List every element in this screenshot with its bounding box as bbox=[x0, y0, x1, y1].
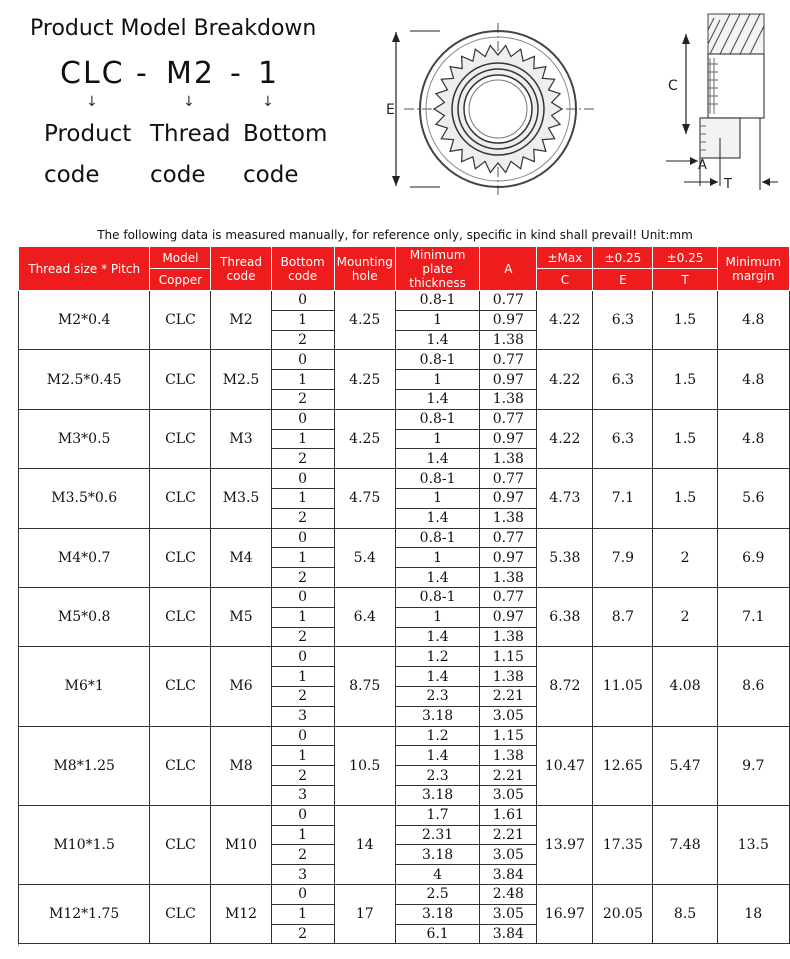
dimension-a-label: A bbox=[698, 158, 707, 173]
table-row bbox=[19, 647, 790, 667]
min-margin-cell: 8.6 bbox=[717, 647, 789, 726]
a-cell: 2.21 bbox=[480, 766, 537, 786]
spec-table-body bbox=[19, 291, 790, 944]
a-cell: 1.61 bbox=[480, 805, 537, 825]
model-separator: - bbox=[230, 56, 243, 91]
a-cell: 1.15 bbox=[480, 647, 537, 667]
model-part-thread: M2 bbox=[166, 56, 215, 91]
min-margin-cell: 4.8 bbox=[717, 409, 789, 468]
thread-size-cell: M3*0.5 bbox=[19, 409, 150, 468]
min-plate-cell: 1 bbox=[395, 607, 480, 627]
bottom-code-cell: 0 bbox=[271, 647, 334, 667]
min-plate-cell: 2.5 bbox=[395, 884, 480, 904]
thread-size-cell: M2*0.4 bbox=[19, 291, 150, 350]
header-copper: Copper bbox=[150, 269, 211, 291]
min-plate-cell: 1 bbox=[395, 488, 480, 508]
e-cell: 8.7 bbox=[593, 587, 653, 646]
min-plate-cell: 1.2 bbox=[395, 647, 480, 667]
min-plate-cell: 1.4 bbox=[395, 389, 480, 409]
bottom-code-cell: 0 bbox=[271, 726, 334, 746]
thread-size-cell: M12*1.75 bbox=[19, 884, 150, 943]
c-cell: 4.22 bbox=[537, 350, 593, 409]
min-margin-cell: 6.9 bbox=[717, 528, 789, 587]
nut-top-view-drawing bbox=[380, 18, 620, 198]
c-cell: 16.97 bbox=[537, 884, 593, 943]
bottom-code-cell: 2 bbox=[271, 766, 334, 786]
header-t-tolerance: ±0.25 bbox=[653, 247, 717, 269]
bottom-code-cell: 0 bbox=[271, 291, 334, 311]
bottom-code-cell: 1 bbox=[271, 825, 334, 845]
spec-table bbox=[18, 246, 790, 944]
a-cell: 2.21 bbox=[480, 825, 537, 845]
min-plate-cell: 1 bbox=[395, 370, 480, 390]
a-cell: 0.97 bbox=[480, 310, 537, 330]
table-row bbox=[19, 726, 790, 746]
e-cell: 17.35 bbox=[593, 805, 653, 884]
thread-code-cell: M5 bbox=[211, 587, 271, 646]
breakdown-title: Product Model Breakdown bbox=[30, 16, 317, 41]
model-cell: CLC bbox=[150, 469, 211, 528]
measurement-note: The following data is measured manually, for reference only, specific in kind shall prevail! Unit:mm bbox=[97, 228, 693, 242]
mounting-hole-cell: 10.5 bbox=[334, 726, 395, 805]
a-cell: 0.77 bbox=[480, 469, 537, 489]
bottom-code-cell: 2 bbox=[271, 449, 334, 469]
bottom-code-cell: 2 bbox=[271, 627, 334, 647]
table-row bbox=[19, 587, 790, 607]
model-part-product: CLC bbox=[60, 56, 125, 91]
model-cell: CLC bbox=[150, 291, 211, 350]
t-cell: 1.5 bbox=[653, 409, 717, 468]
e-cell: 7.9 bbox=[593, 528, 653, 587]
t-cell: 2 bbox=[653, 587, 717, 646]
bottom-code-cell: 0 bbox=[271, 587, 334, 607]
a-cell: 0.97 bbox=[480, 429, 537, 449]
dimension-t-label: T bbox=[724, 177, 732, 192]
model-breakdown-section bbox=[0, 0, 790, 226]
a-cell: 1.15 bbox=[480, 726, 537, 746]
left-margin-bar bbox=[0, 246, 19, 946]
mounting-hole-cell: 6.4 bbox=[334, 587, 395, 646]
min-plate-cell: 3.18 bbox=[395, 706, 480, 726]
bottom-code-cell: 1 bbox=[271, 429, 334, 449]
header-e: E bbox=[593, 269, 653, 291]
c-cell: 8.72 bbox=[537, 647, 593, 726]
min-plate-cell: 1.4 bbox=[395, 449, 480, 469]
thread-size-cell: M8*1.25 bbox=[19, 726, 150, 805]
min-margin-cell: 13.5 bbox=[717, 805, 789, 884]
thread-code-cell: M10 bbox=[211, 805, 271, 884]
model-cell: CLC bbox=[150, 409, 211, 468]
bottom-code-cell: 2 bbox=[271, 924, 334, 944]
a-cell: 0.77 bbox=[480, 350, 537, 370]
thread-code-cell: M8 bbox=[211, 726, 271, 805]
mounting-hole-cell: 4.25 bbox=[334, 409, 395, 468]
thread-code-label: Thread code bbox=[150, 121, 231, 188]
min-plate-cell: 0.8-1 bbox=[395, 469, 480, 489]
min-plate-cell: 2.31 bbox=[395, 825, 480, 845]
min-plate-cell: 1.2 bbox=[395, 726, 480, 746]
min-margin-cell: 5.6 bbox=[717, 469, 789, 528]
thread-code-cell: M3.5 bbox=[211, 469, 271, 528]
bottom-code-cell: 0 bbox=[271, 528, 334, 548]
thread-size-cell: M2.5*0.45 bbox=[19, 350, 150, 409]
min-plate-cell: 6.1 bbox=[395, 924, 480, 944]
min-plate-cell: 1.7 bbox=[395, 805, 480, 825]
e-cell: 6.3 bbox=[593, 291, 653, 350]
min-margin-cell: 4.8 bbox=[717, 350, 789, 409]
a-cell: 1.38 bbox=[480, 330, 537, 350]
t-cell: 7.48 bbox=[653, 805, 717, 884]
mounting-hole-cell: 4.75 bbox=[334, 469, 395, 528]
table-row bbox=[19, 884, 790, 904]
bottom-code-cell: 1 bbox=[271, 310, 334, 330]
model-cell: CLC bbox=[150, 805, 211, 884]
model-cell: CLC bbox=[150, 647, 211, 726]
min-plate-cell: 3.18 bbox=[395, 845, 480, 865]
bottom-code-cell: 1 bbox=[271, 488, 334, 508]
product-code-label: Product code bbox=[44, 121, 132, 188]
bottom-code-cell: 2 bbox=[271, 845, 334, 865]
a-cell: 3.84 bbox=[480, 924, 537, 944]
min-plate-cell: 3.18 bbox=[395, 904, 480, 924]
bottom-code-cell: 2 bbox=[271, 686, 334, 706]
nut-side-view-drawing bbox=[640, 8, 780, 193]
bottom-code-cell: 2 bbox=[271, 568, 334, 588]
header-e-tolerance: ±0.25 bbox=[593, 247, 653, 269]
thread-size-cell: M10*1.5 bbox=[19, 805, 150, 884]
bottom-code-cell: 3 bbox=[271, 865, 334, 885]
min-plate-cell: 1.4 bbox=[395, 330, 480, 350]
bottom-code-cell: 1 bbox=[271, 667, 334, 687]
min-plate-cell: 1.4 bbox=[395, 627, 480, 647]
bottom-code-cell: 2 bbox=[271, 330, 334, 350]
header-model: Model bbox=[150, 247, 211, 269]
e-cell: 6.3 bbox=[593, 409, 653, 468]
header-min-margin: Minimum margin bbox=[717, 247, 789, 291]
min-plate-cell: 0.8-1 bbox=[395, 587, 480, 607]
min-plate-cell: 1.4 bbox=[395, 746, 480, 766]
a-cell: 0.77 bbox=[480, 291, 537, 311]
mounting-hole-cell: 5.4 bbox=[334, 528, 395, 587]
thread-code-cell: M4 bbox=[211, 528, 271, 587]
t-cell: 4.08 bbox=[653, 647, 717, 726]
c-cell: 4.22 bbox=[537, 291, 593, 350]
a-cell: 0.77 bbox=[480, 409, 537, 429]
min-plate-cell: 0.8-1 bbox=[395, 409, 480, 429]
bottom-code-cell: 2 bbox=[271, 508, 334, 528]
min-plate-cell: 1.4 bbox=[395, 508, 480, 528]
t-cell: 5.47 bbox=[653, 726, 717, 805]
bottom-code-cell: 0 bbox=[271, 805, 334, 825]
e-cell: 6.3 bbox=[593, 350, 653, 409]
bottom-code-cell: 3 bbox=[271, 785, 334, 805]
model-cell: CLC bbox=[150, 726, 211, 805]
thread-size-cell: M3.5*0.6 bbox=[19, 469, 150, 528]
header-min-plate-thickness: Minimum plate thickness bbox=[395, 247, 480, 291]
bottom-code-cell: 0 bbox=[271, 469, 334, 489]
thread-code-cell: M12 bbox=[211, 884, 271, 943]
bottom-code-cell: 1 bbox=[271, 904, 334, 924]
table-row bbox=[19, 409, 790, 429]
a-cell: 2.21 bbox=[480, 686, 537, 706]
table-row bbox=[19, 528, 790, 548]
bottom-code-cell: 1 bbox=[271, 370, 334, 390]
header-a: A bbox=[480, 247, 537, 291]
a-cell: 1.38 bbox=[480, 627, 537, 647]
bottom-code-label: Bottom code bbox=[243, 121, 328, 188]
a-cell: 1.38 bbox=[480, 389, 537, 409]
thread-code-cell: M2.5 bbox=[211, 350, 271, 409]
thread-code-cell: M6 bbox=[211, 647, 271, 726]
bottom-code-cell: 0 bbox=[271, 409, 334, 429]
min-plate-cell: 0.8-1 bbox=[395, 291, 480, 311]
bottom-code-cell: 1 bbox=[271, 746, 334, 766]
min-plate-cell: 1.4 bbox=[395, 667, 480, 687]
e-cell: 12.65 bbox=[593, 726, 653, 805]
mounting-hole-cell: 8.75 bbox=[334, 647, 395, 726]
bottom-code-cell: 2 bbox=[271, 389, 334, 409]
a-cell: 1.38 bbox=[480, 568, 537, 588]
header-mounting-hole: Mounting hole bbox=[334, 247, 395, 291]
model-cell: CLC bbox=[150, 587, 211, 646]
table-row bbox=[19, 350, 790, 370]
a-cell: 3.05 bbox=[480, 845, 537, 865]
min-plate-cell: 2.3 bbox=[395, 766, 480, 786]
dimension-e-label: E bbox=[386, 102, 395, 118]
e-cell: 7.1 bbox=[593, 469, 653, 528]
bottom-code-cell: 0 bbox=[271, 350, 334, 370]
mounting-hole-cell: 4.25 bbox=[334, 350, 395, 409]
table-row bbox=[19, 805, 790, 825]
model-separator: - bbox=[136, 56, 149, 91]
a-cell: 1.38 bbox=[480, 746, 537, 766]
t-cell: 8.5 bbox=[653, 884, 717, 943]
a-cell: 3.05 bbox=[480, 785, 537, 805]
a-cell: 0.77 bbox=[480, 587, 537, 607]
min-margin-cell: 4.8 bbox=[717, 291, 789, 350]
a-cell: 0.77 bbox=[480, 528, 537, 548]
c-cell: 6.38 bbox=[537, 587, 593, 646]
min-plate-cell: 0.8-1 bbox=[395, 350, 480, 370]
min-plate-cell: 1.4 bbox=[395, 568, 480, 588]
a-cell: 0.97 bbox=[480, 370, 537, 390]
c-cell: 10.47 bbox=[537, 726, 593, 805]
min-margin-cell: 9.7 bbox=[717, 726, 789, 805]
a-cell: 3.84 bbox=[480, 865, 537, 885]
min-plate-cell: 1 bbox=[395, 310, 480, 330]
a-cell: 1.38 bbox=[480, 449, 537, 469]
a-cell: 3.05 bbox=[480, 904, 537, 924]
e-cell: 20.05 bbox=[593, 884, 653, 943]
t-cell: 2 bbox=[653, 528, 717, 587]
bottom-code-cell: 0 bbox=[271, 884, 334, 904]
bottom-code-cell: 1 bbox=[271, 607, 334, 627]
mounting-hole-cell: 4.25 bbox=[334, 291, 395, 350]
header-thread-size: Thread size * Pitch bbox=[19, 247, 150, 291]
model-cell: CLC bbox=[150, 884, 211, 943]
table-row bbox=[19, 291, 790, 311]
thread-size-cell: M5*0.8 bbox=[19, 587, 150, 646]
a-cell: 3.05 bbox=[480, 706, 537, 726]
t-cell: 1.5 bbox=[653, 291, 717, 350]
down-arrow-icon: ↓ bbox=[183, 94, 195, 110]
min-plate-cell: 1 bbox=[395, 429, 480, 449]
thread-code-cell: M3 bbox=[211, 409, 271, 468]
model-cell: CLC bbox=[150, 350, 211, 409]
bottom-code-cell: 1 bbox=[271, 548, 334, 568]
min-margin-cell: 18 bbox=[717, 884, 789, 943]
a-cell: 1.38 bbox=[480, 508, 537, 528]
down-arrow-icon: ↓ bbox=[262, 94, 274, 110]
a-cell: 0.97 bbox=[480, 607, 537, 627]
thread-size-cell: M4*0.7 bbox=[19, 528, 150, 587]
down-arrow-icon: ↓ bbox=[86, 94, 98, 110]
a-cell: 1.38 bbox=[480, 667, 537, 687]
header-bottom-code: Bottom code bbox=[271, 247, 334, 291]
header-c-tolerance: ±Max bbox=[537, 247, 593, 269]
header-thread-code: Thread code bbox=[211, 247, 271, 291]
a-cell: 0.97 bbox=[480, 548, 537, 568]
thread-size-cell: M6*1 bbox=[19, 647, 150, 726]
min-plate-cell: 0.8-1 bbox=[395, 528, 480, 548]
thread-code-cell: M2 bbox=[211, 291, 271, 350]
c-cell: 13.97 bbox=[537, 805, 593, 884]
t-cell: 1.5 bbox=[653, 350, 717, 409]
t-cell: 1.5 bbox=[653, 469, 717, 528]
c-cell: 5.38 bbox=[537, 528, 593, 587]
bottom-code-cell: 3 bbox=[271, 706, 334, 726]
min-plate-cell: 1 bbox=[395, 548, 480, 568]
c-cell: 4.73 bbox=[537, 469, 593, 528]
dimension-c-label: C bbox=[668, 78, 678, 94]
header-c: C bbox=[537, 269, 593, 291]
c-cell: 4.22 bbox=[537, 409, 593, 468]
min-plate-cell: 2.3 bbox=[395, 686, 480, 706]
model-part-bottom: 1 bbox=[258, 56, 280, 91]
header-t: T bbox=[653, 269, 717, 291]
min-plate-cell: 3.18 bbox=[395, 785, 480, 805]
table-row bbox=[19, 469, 790, 489]
e-cell: 11.05 bbox=[593, 647, 653, 726]
a-cell: 0.97 bbox=[480, 488, 537, 508]
mounting-hole-cell: 14 bbox=[334, 805, 395, 884]
a-cell: 2.48 bbox=[480, 884, 537, 904]
mounting-hole-cell: 17 bbox=[334, 884, 395, 943]
model-cell: CLC bbox=[150, 528, 211, 587]
min-plate-cell: 4 bbox=[395, 865, 480, 885]
min-margin-cell: 7.1 bbox=[717, 587, 789, 646]
